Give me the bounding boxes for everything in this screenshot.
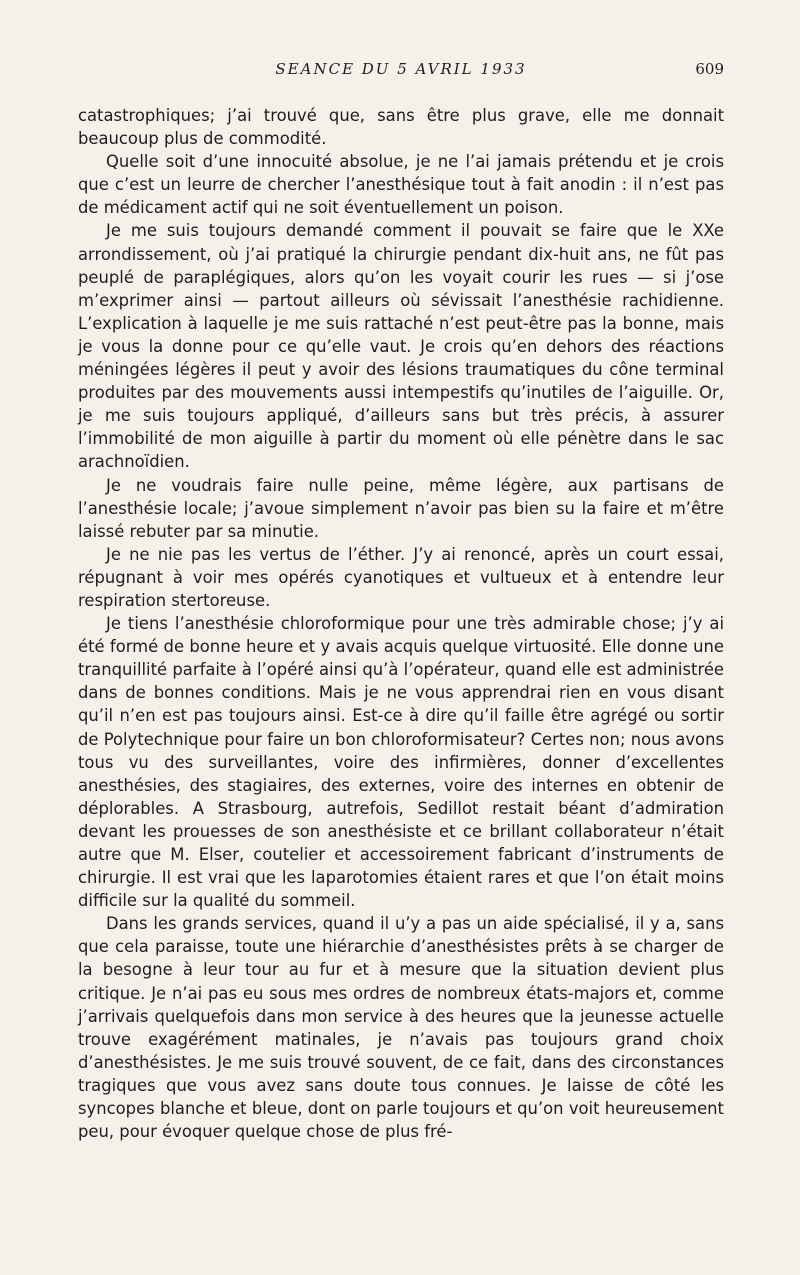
paragraph-5: Je ne nie pas les vertus de l’éther. J’y ai renoncé, après un court essai, répugnant à voir mes opérés cyanotiques et vultueux et à entendre leur respiration stertoreuse. (78, 544, 724, 610)
paragraph-3: Je me suis toujours demandé comment il pouvait se faire que le XXe arrondissement, où j’ai pratiqué la chirurgie pendant dix-huit ans, ne fût pas peuplé de paraplégiques, alors qu’on les voyait courir les rues — si j’ose m’exprimer ainsi — partout ailleurs où sévissait l’anesthésie rachidienne. L’explication à laquelle je me suis rattaché n’est peut-être pas la bonne, mais je vous la donne pour ce qu’elle vaut. Je crois qu’en dehors des réactions méningées légères il peut y avoir des lésions traumatiques du cône terminal produites par des mouvements aussi intempestifs qu’inutiles de l’aiguille. Or, je me suis toujours appliqué, d’ailleurs sans but très précis, à assurer l’immobilité de mon aiguille à partir du moment où elle pénètre dans le sac arachnoïdien. (78, 221, 724, 472)
paragraph-7: Dans les grands services, quand il u’y a pas un aide spécialisé, il y a, sans que cela paraisse, toute une hiérarchie d’anesthésistes prêts à se charger de la besogne à leur tour au fur et à mesure que la situation devient plus critique. Je n’ai pas eu sous mes ordres de nombreux états-majors et, comme j’arrivais quelquefois dans mon service à des heures que la jeunesse actuelle trouve exagérément matinales, je n’avais pas toujours grand choix d’anesthésistes. Je me suis trouvé souvent, de ce fait, dans des circonstances tragiques que vous avez sans doute tous connues. Je laisse de côté les syncopes blanche et bleue, dont on parle toujours et qu’on voit heureusement peu, pour évoquer quelque chose de plus fré- (78, 914, 724, 1142)
page-number: 609 (695, 60, 724, 78)
paragraph-4: Je ne voudrais faire nulle peine, même légère, aux partisans de l’anesthésie locale; j’avoue simplement n’avoir pas bien su la faire et m’être laissé rebuter par sa minutie. (78, 475, 724, 541)
running-title: SEANCE DU 5 AVRIL 1933 (275, 60, 527, 78)
paragraph-2: Quelle soit d’une innocuité absolue, je ne l’ai jamais prétendu et je crois que c’est un leurre de chercher l’anesthésique tout à fait anodin : il n’est pas de médicament actif qui ne soit éventuellement un poison. (78, 152, 724, 218)
paragraph-1: catastrophiques; j’ai trouvé que, sans être plus grave, elle me donnait beaucoup plus de commodité. (78, 106, 724, 149)
page-header (78, 60, 724, 86)
paragraph-6: Je tiens l’anesthésie chloroformique pour une très admirable chose; j’y ai été formé de bonne heure et y avais acquis quelque virtuosité. Elle donne une tranquillité parfaite à l’opéré ainsi qu’à l’opérateur, quand elle est administrée dans de bonnes conditions. Mais je ne vous apprendrai rien en vous disant qu’il n’en est pas toujours ainsi. Est-ce à dire qu’il faille être agrégé ou sortir de Polytechnique pour faire un bon chloroformisateur? Certes non; nous avons tous vu des surveillantes, voire des infirmières, donner d’excellentes anesthésies, des stagiaires, des externes, voire des internes en obtenir de déplorables. A Strasbourg, autrefois, Sedillot restait béant d’admiration devant les prouesses de son anesthésiste et ce brillant collaborateur n’était autre que M. Elser, coutelier et accessoirement fabricant d’instruments de chirurgie. Il est vrai que les laparotomies étaient rares et que l’on était moins difficile sur la qualité du sommeil. (78, 614, 724, 911)
body-text (78, 104, 724, 1143)
